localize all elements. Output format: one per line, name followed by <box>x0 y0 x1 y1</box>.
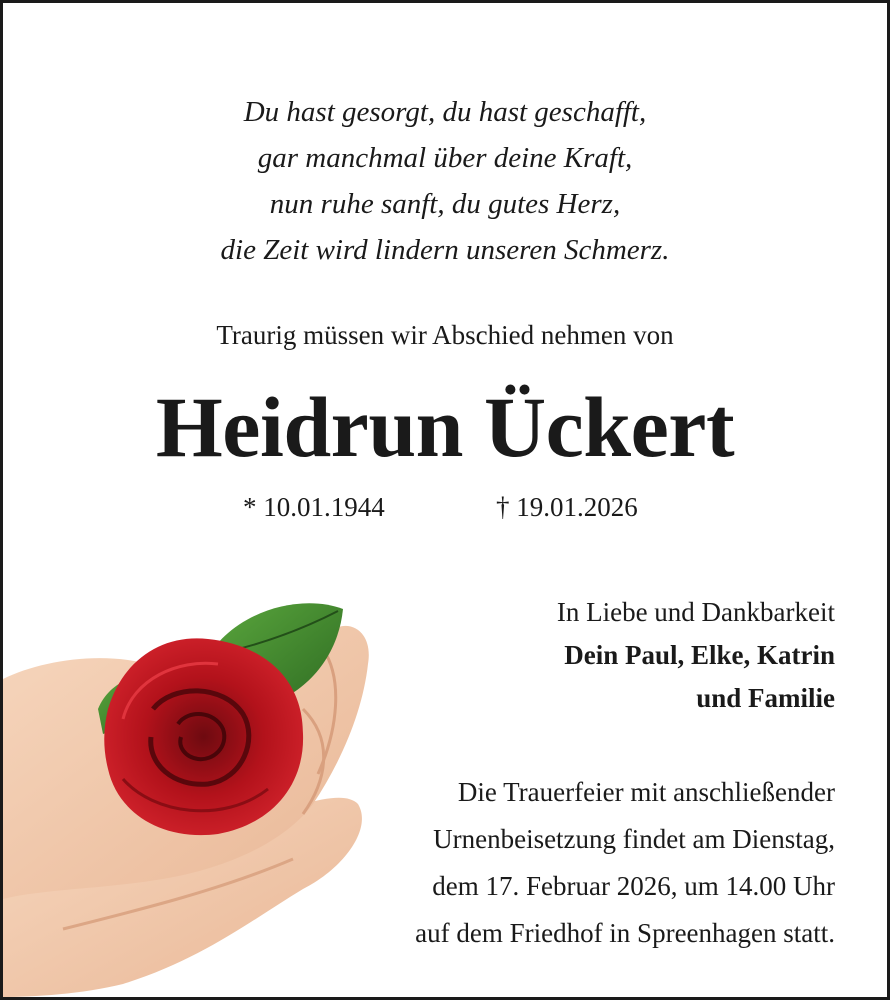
poem-line: nun ruhe sanft, du gutes Herz, <box>269 188 621 220</box>
funeral-service-info <box>415 769 835 957</box>
poem-line: die Zeit wird lindern unseren Schmerz. <box>220 234 670 266</box>
signoff-family-names: Dein Paul, Elke, Katrin <box>564 640 835 670</box>
service-line: auf dem Friedhof in Spreenhagen statt. <box>415 918 835 948</box>
signoff-family: und Familie <box>696 683 835 713</box>
poem-line: gar manchmal über deine Kraft, <box>257 142 633 174</box>
service-line: dem 17. Februar 2026, um 14.00 Uhr <box>432 871 835 901</box>
deceased-name: Heidrun Ückert <box>155 379 735 475</box>
death-date: † 19.01.2026 <box>496 492 638 522</box>
signoff-line: In Liebe und Dankbarkeit <box>556 597 835 627</box>
rose-in-hands-icon <box>3 589 383 997</box>
birth-date: * 10.01.1944 <box>243 492 385 522</box>
service-line: Urnenbeisetzung findet am Dienstag, <box>433 824 835 854</box>
poem <box>3 89 887 273</box>
intro-text: Traurig müssen wir Abschied nehmen von <box>216 320 674 350</box>
service-line: Die Trauerfeier mit anschließender <box>457 777 835 807</box>
poem-line: Du hast gesorgt, du hast geschafft, <box>243 96 647 128</box>
signoff <box>557 591 835 720</box>
